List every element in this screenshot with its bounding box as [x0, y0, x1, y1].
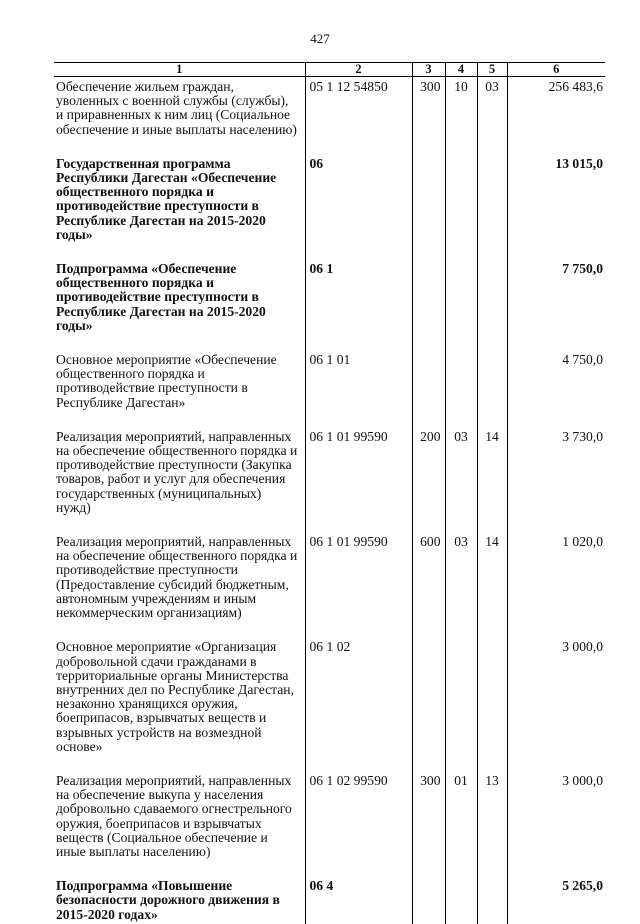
subsection-code: 14: [477, 427, 507, 532]
item-name: Реализация мероприятий, направленных на обеспечение общественного порядка и противодействие преступности (Закупка товаров, работ и услуг для обеспечения государственных (муниципальных) нужд): [56, 428, 298, 515]
table-row: [54, 350, 605, 427]
target-article-code: 06 1 01: [305, 350, 412, 427]
table-header-row: [54, 63, 605, 77]
item-name: Обеспечение жильем граждан, уволенных с военной службы (службы), и приравненных к ним лиц (Социальное обеспечение и иные выплаты населению): [56, 79, 297, 137]
table-row: [54, 876, 605, 924]
column-header: 4: [445, 63, 477, 77]
table-row: [54, 532, 605, 637]
subsection-code: 14: [477, 532, 507, 637]
table-row: [54, 427, 605, 532]
section-code: 10: [445, 77, 477, 154]
item-name: Государственная программа Республики Дагестан «Обеспечение общественного порядка и противодействие преступности в Республике Дагестан на 2015-2020 годы»: [56, 155, 277, 242]
subsection-code: [477, 154, 507, 259]
item-name: Подпрограмма «Обеспечение общественного порядка и противодействие преступности в Республике Дагестан на 2015-2020 годы»: [56, 261, 266, 333]
column-header: 5: [477, 63, 507, 77]
expense-type-code: 300: [412, 77, 445, 154]
expense-type-code: [412, 637, 445, 771]
section-code: 03: [445, 532, 477, 637]
section-code: [445, 259, 477, 350]
target-article-code: 06 1: [305, 259, 412, 350]
subsection-code: [477, 259, 507, 350]
table-row: [54, 637, 605, 771]
page-number: 427: [310, 31, 330, 46]
amount: 3 730,0: [507, 427, 605, 532]
target-article-code: 06: [305, 154, 412, 259]
expense-type-code: [412, 350, 445, 427]
subsection-code: 03: [477, 77, 507, 154]
target-article-code: 05 1 12 54850: [305, 77, 412, 154]
section-code: 03: [445, 427, 477, 532]
target-article-code: 06 4: [305, 876, 412, 924]
section-code: [445, 350, 477, 427]
amount: 256 483,6: [507, 77, 605, 154]
amount: 7 750,0: [507, 259, 605, 350]
budget-table: [54, 62, 605, 924]
table-row: [54, 77, 605, 154]
amount: 3 000,0: [507, 771, 605, 876]
column-header: 1: [54, 63, 305, 77]
section-code: 01: [445, 771, 477, 876]
target-article-code: 06 1 01 99590: [305, 532, 412, 637]
target-article-code: 06 1 01 99590: [305, 427, 412, 532]
column-header: 6: [507, 63, 605, 77]
item-name: Реализация мероприятий, направленных на обеспечение выкупа у населения добровольно сдаваемого огнестрельного оружия, боеприпасов и взрывчатых веществ (Социальное обеспечение и иные выплаты населению): [56, 772, 292, 859]
section-code: [445, 154, 477, 259]
table-body: [54, 77, 605, 924]
amount: 4 750,0: [507, 350, 605, 427]
table-row: [54, 771, 605, 876]
expense-type-code: 600: [412, 532, 445, 637]
table-row: [54, 259, 605, 350]
expense-type-code: [412, 154, 445, 259]
amount: 1 020,0: [507, 532, 605, 637]
target-article-code: 06 1 02 99590: [305, 771, 412, 876]
item-name: Подпрограмма «Повышение безопасности дорожного движения в 2015-2020 годах»: [56, 878, 280, 922]
amount: 5 265,0: [507, 876, 605, 924]
subsection-code: 13: [477, 771, 507, 876]
column-header: 3: [412, 63, 445, 77]
subsection-code: [477, 637, 507, 771]
expense-type-code: [412, 259, 445, 350]
amount: 13 015,0: [507, 154, 605, 259]
item-name: Основное мероприятие «Организация добровольной сдачи гражданами в территориальные органы Министерства внутренних дел по Республике Дагестан, незаконно хранящихся оружия, боеприпасов, взрывчатых веществ и взрывных устройств на возмездной основе»: [56, 639, 294, 754]
section-code: [445, 876, 477, 924]
expense-type-code: 300: [412, 771, 445, 876]
target-article-code: 06 1 02: [305, 637, 412, 771]
column-header: 2: [305, 63, 412, 77]
expense-type-code: [412, 876, 445, 924]
subsection-code: [477, 876, 507, 924]
subsection-code: [477, 350, 507, 427]
item-name: Реализация мероприятий, направленных на обеспечение общественного порядка и противодействие преступности (Предоставление субсидий бюджетным, автономным учреждениям и иным некоммерческим организациям): [56, 534, 298, 621]
table-row: [54, 154, 605, 259]
amount: 3 000,0: [507, 637, 605, 771]
item-name: Основное мероприятие «Обеспечение общественного порядка и противодействие преступности в Республике Дагестан»: [56, 352, 277, 410]
expense-type-code: 200: [412, 427, 445, 532]
section-code: [445, 637, 477, 771]
